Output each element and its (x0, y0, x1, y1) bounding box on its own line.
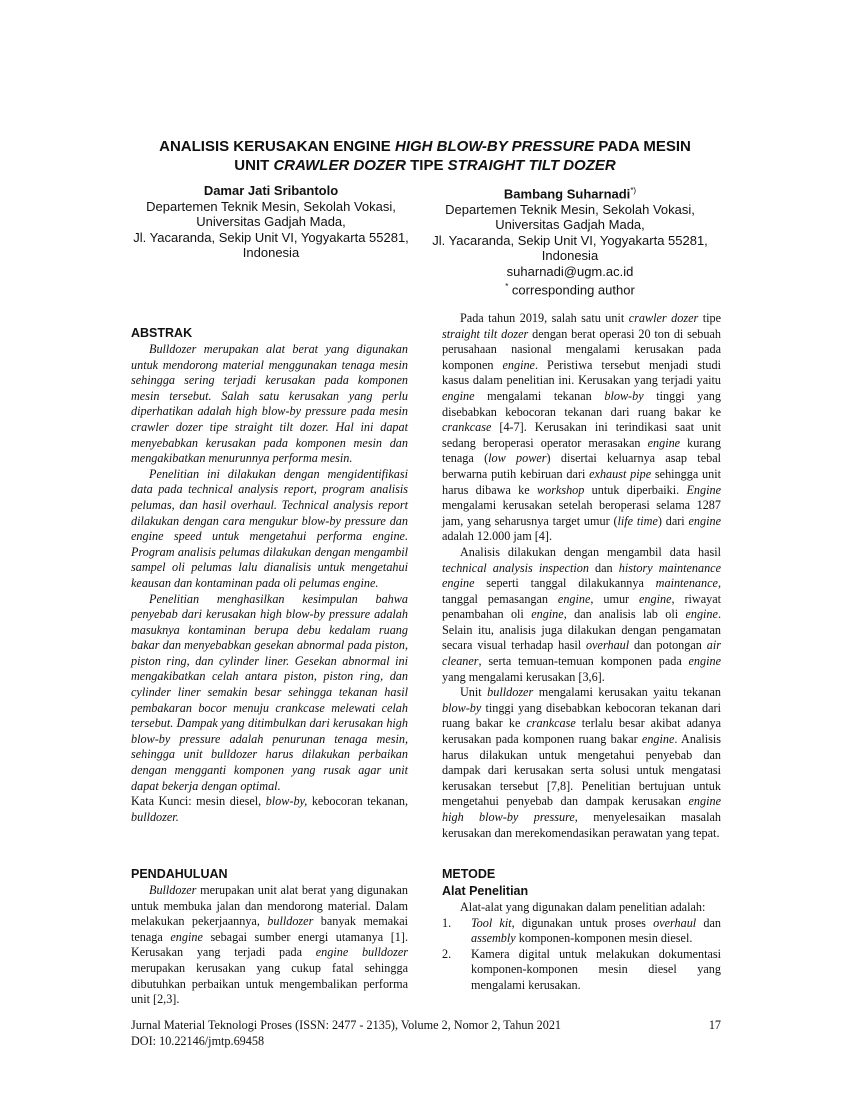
keywords: Kata Kunci: mesin diesel, blow-by, kebocoran tekanan, bulldozer. (131, 794, 409, 824)
corresponding-note: * corresponding author (505, 282, 635, 298)
author-1-affiliation: Indonesia (242, 245, 300, 260)
author-1-affiliation: Universitas Gadjah Mada, (196, 214, 346, 229)
tools-subheading: Alat Penelitian (442, 884, 529, 898)
abstract-paragraph: Penelitian ini dilakukan dengan mengidentifikasi data pada technical analysis report, program analisis pelumas, dan hasil overhaul. Technical analysis report dilakukan dengan cara mengukur blow-by pressure dan engine speed untuk mengetahui performa engine. Program analisis pelumas dilakukan dengan mengambil sampel oli pelumas lalu dianalisis untuk mengetahui keausan dan kontaminan pada oli pelumas engine. (131, 466, 408, 590)
introduction-paragraph: Unit bulldozer mengalami kerusakan yaitu tekanan blow-by tinggi yang disebabkan kebocoran tekanan dari ruang bakar ke crankcase terlalu besar akibat adanya kerusakan pada komponen ruang bakar engine. Analisis harus dilakukan untuk mengetahui penyebab dan dampak dari kerusakan serta solusi untuk mengatasi kerusakan tersebut [7,8]. Penelitian bertujuan untuk mengetahui penyebab dan dampak kerusakan engine high blow-by pressure, menyelesaikan masalah kerusakan dan merekomendasikan perawatan yang tepat. (442, 685, 721, 840)
introduction-section (131, 866, 408, 1008)
page-number: 17 (708, 1018, 721, 1032)
author-2-affiliation: Jl. Yacaranda, Sekip Unit VI, Yogyakarta 55281, (432, 232, 708, 248)
title-line-1: ANALISIS KERUSAKAN ENGINE HIGH BLOW-BY PRESSURE PADA MESIN (159, 138, 691, 155)
introduction-paragraph: Pada tahun 2019, salah satu unit crawler dozer tipe straight tilt dozer dengan berat operasi 20 ton di sebuah perusahaan nasional mengalami kerusakan pada komponen engine. Peristiwa tersebut menjadi studi kasus dalam penelitian ini. Kerusakan yang terjadi yaitu engine mengalami tekanan blow-by tinggi yang disebabkan kebocoran tekanan dari ruang bakar ke crankcase [4-7]. Kerusakan ini terindikasi saat unit sedang beroperasi operator merasakan engine kurang tenaga (low power) disertai keluarnya asap tebal berwarna putih kebiruan dari exhaust pipe sehingga unit harus dibawa ke workshop untuk diperbaiki. Engine mengalami kerusakan setelah beroperasi selama 1287 jam, yang seharusnya target umur (life time) dari engine adalah 12.000 jam [4]. (442, 311, 722, 544)
abstract-body (131, 342, 408, 825)
author-1-affiliation: Jl. Yacaranda, Sekip Unit VI, Yogyakarta 55281, (133, 229, 409, 245)
doi[interactable]: DOI: 10.22146/jmtp.69458 (131, 1033, 265, 1048)
author-2-affiliation: Departemen Teknik Mesin, Sekolah Vokasi, (445, 201, 695, 217)
page-footer (131, 1018, 721, 1049)
title-line-2: UNIT CRAWLER DOZER TIPE STRAIGHT TILT DOZER (234, 157, 616, 174)
author-2-affiliation: Universitas Gadjah Mada, (495, 217, 645, 233)
abstract-paragraph: Bulldozer merupakan alat berat yang digunakan untuk mendorong material menggunakan tenaga mesin sehingga sering terjadi kerusakan pada komponen mesin tersebut. Salah satu kerusakan yang perlu diperhatikan adalah high blow-by pressure pada mesin crawler dozer tipe straight tilt dozer. Hal ini dapat menyebabkan kerusakan pada komponen mesin dan mengakibatkan menurunnya performa mesin. (131, 342, 408, 466)
list-item: 1. Tool kit, digunakan untuk proses overhaul dan assembly komponen-komponen mesin diesel. (442, 915, 721, 946)
introduction-continued (442, 311, 721, 841)
introduction-paragraph: Bulldozer merupakan unit alat berat yang digunakan untuk membuka jalan dan mendorong material. Dalam melakukan pekerjaannya, bulldozer banyak memakai tenaga engine sebagai sumber energi utamanya [1]. Kerusakan yang terjadi pada engine bulldozer merupakan kerusakan yang cukup fatal sehingga dibutuhkan perbaikan untuk mengembalikan performa unit [2,3]. (131, 883, 408, 1007)
paper-title (110, 137, 740, 175)
author-1 (126, 183, 416, 261)
tools-intro: Alat-alat yang digunakan dalam penelitian adalah: (460, 900, 706, 914)
author-2 (420, 183, 720, 298)
methods-heading: METODE (442, 867, 496, 881)
abstract-section (131, 325, 408, 825)
introduction-paragraph: Analisis dilakukan dengan mengambil data hasil technical analysis inspection dan history maintenance engine seperti tanggal dilakukannya maintenance, tanggal pemasangan engine, umur engine, riwayat penambahan oli engine, dan analisis lab oli engine. Selain itu, analisis juga dilakukan dengan pengamatan secara visual terhadap hasil overhaul dan potongan air cleaner, serta temuan-temuan komponen pada engine yang mengalami kerusakan [3,6]. (442, 544, 722, 684)
introduction-heading: PENDAHULUAN (131, 867, 228, 881)
author-2-affiliation: Indonesia (541, 248, 599, 264)
author-2-name: Bambang Suharnadi (503, 186, 631, 202)
author-2-name-line (420, 183, 720, 202)
corresponding-mark: *) (630, 186, 637, 195)
methods-section (442, 866, 721, 994)
tools-list (442, 916, 721, 994)
journal-citation: Jurnal Material Teknologi Proses (ISSN: 2477 - 2135), Volume 2, Nomor 2, Tahun 2021 (131, 1018, 562, 1032)
author-1-name: Damar Jati Sribantolo (203, 183, 339, 198)
author-2-email[interactable]: suharnadi@ugm.ac.id (506, 263, 634, 279)
abstract-paragraph: Penelitian menghasilkan kesimpulan bahwa penyebab dari kerusakan high blow-by pressure adalah masuknya kontaminan berupa debu kedalam ruang bakar dan menyebabkan gesekan abnormal pada piston, piston ring, dan cylinder liner. Gesekan abnormal ini mengakibatkan celah antara piston, piston ring, dan cylinder liner semakin besar sehingga tekanan hasil pembakaran bocor menuju crankcase melewati celah tersebut. Dampak yang ditimbulkan dari kerusakan high blow-by pressure adalah penurunan tenaga mesin, sehingga unit bulldozer harus dilakukan perbaikan dengan mengganti komponen yang rusak agar unit dapat bekerja dengan optimal. (131, 591, 408, 793)
abstract-heading: ABSTRAK (131, 326, 193, 340)
author-1-affiliation: Departemen Teknik Mesin, Sekolah Vokasi, (146, 198, 396, 214)
list-item: 2. Kamera digital untuk melakukan dokumentasi komponen-komponen mesin diesel yang mengalami kerusakan. (442, 946, 721, 992)
